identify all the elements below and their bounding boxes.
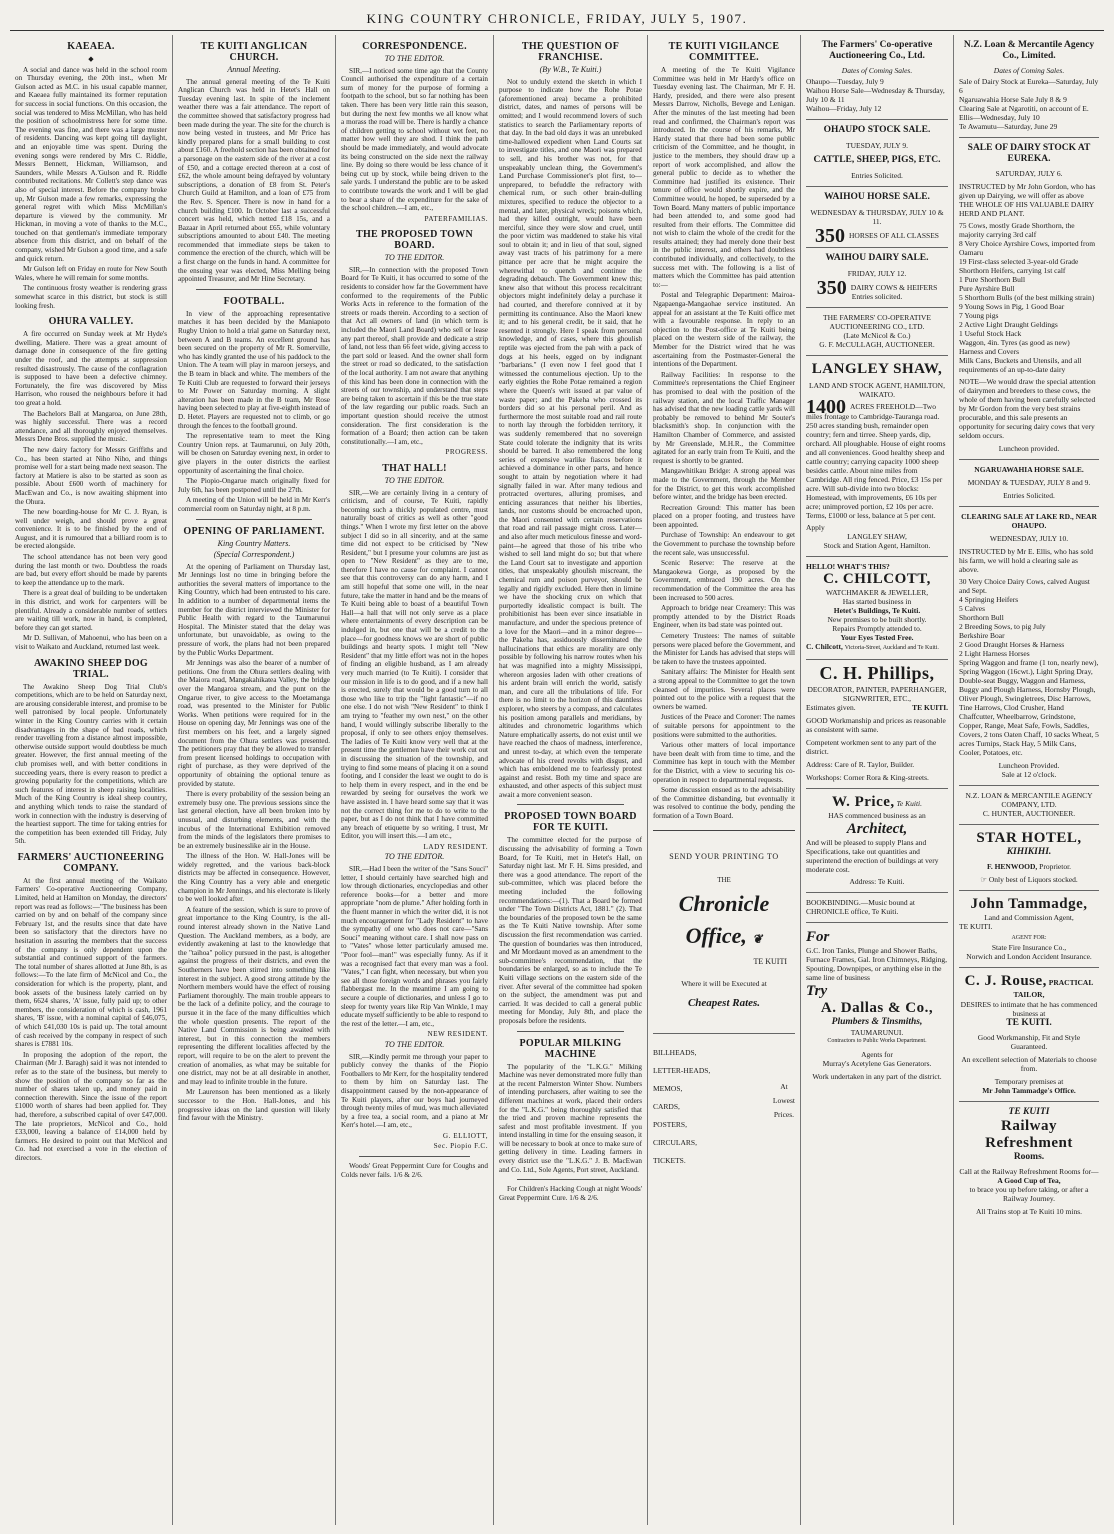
farmers-coop-ad bbox=[806, 35, 948, 120]
lot-item: Shorthorn Bull bbox=[959, 613, 1004, 622]
rouse-line5: Mr John Tammadge's Office. bbox=[982, 1085, 1076, 1095]
horse-sale: WAIHOU HORSE SALE. bbox=[824, 192, 930, 202]
column-4 bbox=[494, 35, 648, 1525]
vigilance-para: Approach to bridge near Creamery: This was promptly attended to by the District Roads Engineer, when its bad state was pointed out. bbox=[653, 604, 795, 630]
ad-lowest: Lowest bbox=[772, 1096, 795, 1106]
chil-name: C. CHILCOTT, bbox=[823, 571, 931, 588]
tam-name: John Tammadge, bbox=[970, 896, 1088, 912]
feather-icon: ❦ bbox=[752, 931, 763, 946]
vigilance-para: Cemetery Trustees: The names of suitable persons were placed before the Government, and the Minister for Lands has advised that steps will be taken to have the trustees appointed. bbox=[653, 632, 795, 666]
ohaupo-stock-ad bbox=[806, 120, 948, 187]
vigilance-para: Justices of the Peace and Coroner: The names of suitable persons for appointment to the positions were submitted to the authorities. bbox=[653, 713, 795, 739]
langley-title: LAND AND STOCK AGENT, HAMILTON, WAIKATO. bbox=[809, 381, 945, 400]
awakino-para: The Awakino Sheep Dog Trial Club's competitions, which are to be held on Saturday next, are arousing considerable interest, and promise to be well patronised by local people. Unfortunately winter in the King Country carries with it certain disadvantages in the shape of bad roads, which render travelling from a distance almost impossible, otherwise outside support would doubtless be much greater. However, the first annual meeting of the club promises well, and with better conditions in succeeding years, there is every reason to predict a growing popularity for the competitions, which are such features of interest in sheep raising localities. Much of the King Country is ideal sheep country, and anything which tends to raise the standard of work in connection with the industry is deserving of the heartiest support. The time for taking entries for the competition has been extended till Friday, July 5th. bbox=[15, 682, 167, 846]
vigilance-para: A meeting of the Te Kuiti Vigilance Committee was held in Mr Hardy's office on Tuesday evening last. The Chairman, Mr F. H. Hardy, presided, and there were also present Messrs Darrow, Nicholls, Bevege and Lenigan. After the minutes of the last meeting had been read and confirmed, the Chairman's report was introduced. In the course of his remarks, Mr Hardy stated that there had been some public criticism of the Committee, and he thought, in justice to the members, they should draw up a report of work accomplished, and allow the general public to decide as to whether the Committee had justified its existence. Their tenure of office would shortly expire, and the Committee would, he hoped, be superseded by a Town Board. Many matters of public importance had been attended to, and some good had resulted from their efforts. The Committee did not wish to claim the whole of the credit for the results attained; they had merely done their best in the public interest, and others had doubtless contributed individually, and collectively, to the success met with. The following is a list of matters which the Committee has paid attention to:— bbox=[653, 66, 795, 289]
nz-dates bbox=[959, 77, 1099, 131]
ohura-para: There is a great deal of building to be undertaken in this district, and work for carpenters will be plentiful. Already a considerable number of settlers are waiting till work, now in hand, is completed, before they can get started. bbox=[15, 589, 167, 632]
phil-town: TE KUITI. bbox=[912, 703, 948, 713]
correspondence-heading: CORRESPONDENCE. bbox=[362, 41, 467, 52]
farmers-para: At the first annual meeting of the Waikato Farmers' Co-operative Auctioneering Company, Limited, held at Hamilton on Monday, the directors' report was read as follows:—"The business has been carried on by and on behalf of the company since February 1st, and the results since that date have been so satisfactory that the directors have no hesitation in assuring the members that the success of the company is only dependent upon the substantial and continued support of the farmers. The total number of shares allotted at June 8th, is as follows:—To the late firm of McNicol and Co., the consideration for which is the property, plant, and book assets of the business lately carried on by them, 6624 shares, 'A' issue, fully paid up; to other members, the consideration of which is cash, 1961 shares, 'B' issue, with a nominal capital of £46,075, of which £41,030 10s is paid up. The total amount of cash received by the company in respect of such shares is £7881 10s. bbox=[15, 876, 167, 1049]
dallas-try: Try bbox=[806, 983, 828, 1000]
ohura-para: The new dairy factory for Messrs Griffiths and Co., has been started at Niho Niho, and things promise well for a start being made next season. The factory at Matiere is also to be started as soon as possible. About £600 worth of machinery for MacEwan and Co., is now awaiting shipment into the Ohura. bbox=[15, 445, 167, 506]
printing-items bbox=[653, 1044, 710, 1170]
lot-item: 5 Calves bbox=[959, 604, 986, 613]
book-line: BOOKBINDING.—Music bound at CHRONICLE office, Te Kuiti. bbox=[806, 898, 915, 917]
divider bbox=[196, 519, 312, 520]
dallas-contract: Contractors to Public Works Department. bbox=[827, 1038, 927, 1045]
farmers-heading: FARMERS' AUCTIONEERING COMPANY. bbox=[17, 851, 165, 874]
dairy-line: DAIRY COWS & HEIFERS bbox=[850, 282, 938, 292]
rouse-line3: An excellent selection of Materials to choose from. bbox=[961, 1054, 1097, 1073]
star-town: KIHIKIHI. bbox=[1006, 847, 1052, 857]
rail-rooms: Rooms. bbox=[1013, 1151, 1045, 1162]
sale-date-item: Ngaruawahia Horse Sale July 8 & 9 bbox=[959, 95, 1067, 104]
price-name: W. Price, bbox=[831, 794, 895, 811]
column-2 bbox=[173, 35, 336, 1525]
lot-item: 19 First-class selected 3-year-old Grade Shorthorn Heifers, carrying 1st calf bbox=[959, 257, 1079, 275]
rouse-line2: Good Workmanship, Fit and Style Guaranteed. bbox=[977, 1032, 1081, 1051]
clear-instr: INSTRUCTED by Mr E. Ellis, who has sold his farm, we will hold a clearing sale as above. bbox=[959, 547, 1093, 574]
sale-date-item: Clearing Sale at Ngarotiti, on account of E. Ellis—Wednesday, July 10 bbox=[959, 104, 1089, 122]
sale-date-item: Ohaupo—Tuesday, July 9 bbox=[806, 77, 884, 86]
price-line2: And will be pleased to supply Plans and Specifications, take out quantities and superintend the erection of buildings at very moderate cost. bbox=[806, 838, 939, 875]
football-para: A meeting of the Union will be held in Mr Kerr's commercial room on Saturday night, at 8 p.m. bbox=[178, 496, 330, 513]
horse-line: HORSES OF ALL CLASSES bbox=[849, 231, 939, 240]
letter-signature: PROGRESS. bbox=[445, 448, 488, 457]
eureka-sale-ad bbox=[959, 138, 1099, 460]
masthead bbox=[10, 8, 1104, 31]
langley-name: LANGLEY SHAW, bbox=[811, 361, 943, 378]
divider bbox=[517, 804, 624, 805]
that-hall-heading: THAT HALL! bbox=[382, 462, 447, 474]
lot-item: 1 Pure Shorthorn Bull bbox=[959, 275, 1026, 284]
rail-line3: to brace you up before taking, or after a Railway Journey. bbox=[969, 1184, 1089, 1203]
stock-date: TUESDAY, JULY 9. bbox=[846, 141, 908, 150]
lot-item: 75 Cows, mostly Grade Shorthorn, the majority carrying 3rd calf bbox=[959, 221, 1075, 239]
football-heading: FOOTBALL. bbox=[223, 295, 285, 307]
star-prop-row bbox=[959, 862, 1099, 871]
lot-item: 9 Young Sows in Pig, 1 Good Boar bbox=[959, 302, 1065, 311]
printing-item: CIRCULARS, bbox=[653, 1138, 697, 1148]
letter-para: SIR,—In connection with the proposed Town Board for Te Kuiti, it has occurred to some of the residents to consider how far the Government have conformed to the requirements of the Public Works Acts in reference to the formation of the streets or roads therein. According to a section of that Act all owners of land (in which term is included the Maori Land Board) who sell or lease any part thereof, shall provide and dedicate a strip of land, not less than 66 feet wide, giving access to the part sold or leased. And the owner shall form the street or road so dedicated, to the satisfaction of the local authority. I am not aware that anything of this kind has been done in connection with the streets of our township, and understand that steps are being taken to ascertain if this be the true state of the law regarding our public roads. Such an important question should receive the utmost consideration. The first consideration is the formation of a Board; then action can be taken constitutionally.—I am, etc., bbox=[341, 265, 488, 446]
printing-item: BILLHEADS, bbox=[653, 1048, 697, 1058]
langley-sig1: LANGLEY SHAW, bbox=[847, 532, 907, 542]
vigilance-para: Some discussion ensued as to the advisability of the Committee disbanding, but eventually it was resolved to continue the body, pending the formation of a Town Board. bbox=[653, 786, 795, 820]
to-editor-label: TO THE EDITOR. bbox=[384, 852, 445, 862]
nz-footer-1: N.Z. LOAN & MERCANTILE AGENCY COMPANY, LTD. bbox=[965, 791, 1093, 809]
rouse-line4: Temporary premises at bbox=[994, 1076, 1064, 1086]
divider bbox=[359, 1156, 470, 1157]
dallas-line: G.C. Iron Tanks, Plunge and Shower Baths, Furnace Frames, Gal. Iron Chimneys, Ridging, Spouting, Downpipes, or anything else in the same line of business bbox=[806, 946, 948, 983]
bookbinding-ad bbox=[806, 893, 948, 923]
ohura-para: The new boarding-house for Mr C. J. Ryan, is well under weigh, and should prove a great convenience. It is to be finished by the end of August, and it is rumoured that a billiard room is to be erected alongside. bbox=[15, 508, 167, 551]
children-cough-ad: For Children's Hacking Cough at night Woods' Great Peppermint Cure. 1/6 & 2/6. bbox=[499, 1185, 642, 1202]
column-6 bbox=[801, 35, 954, 1525]
franchise-heading: THE QUESTION OF FRANCHISE. bbox=[521, 41, 620, 63]
columns bbox=[10, 35, 1104, 1525]
ngar-date: MONDAY & TUESDAY, JULY 8 and 9. bbox=[967, 478, 1091, 487]
dallas-town: TAUMARUNUI. bbox=[850, 1028, 904, 1038]
letter-signature: NEW RESIDENT. bbox=[427, 1030, 488, 1039]
parliament-byline: (Special Correspondent.) bbox=[213, 550, 295, 560]
anglican-para: The annual general meeting of the Te Kuiti Anglican Church was held in Hetet's Hall on Tuesday evening last. In spite of the inclement weather there was a fair attendance. The report of the committee showed that satisfactory progress had been made during the year. The site for the church is now being vested in trustees, and Mr Price has kindly prepared plans for a small building to cost about £160. A freehold section has been obtained for a parsonage on the eastern side of the river at a cost of £50, and a cottage erected thereon at a cost of £62, the whole amount being defrayed by voluntary subscriptions, a donation of £8 from St. Peter's Church Guild at Hamilton, and a loan of £75 from the Rev. S. Spencer. There is now in hand for a church building £100. In October last a successful concert was held, which netted £18 15s, and a Bazaar in April returned about £65, while voluntary subscriptions amounted to about £40. The meeting recommended that immediate steps be taken to commence the erection of the church, which will be a first charge on the funds in hand. A committee for the ensuing year was elected, Miss Melling being appointed Treasurer, and Mr Hine Secretary. bbox=[178, 77, 330, 284]
awakino-heading: AWAKINO SHEEP DOG TRIAL. bbox=[33, 657, 148, 680]
printing-list bbox=[653, 1034, 795, 1170]
vigilance-para: Recreation Ground: This matter has been placed on a proper footing, and trustees have been appointed. bbox=[653, 503, 795, 529]
dallas-work: Work undertaken in any part of the district. bbox=[812, 1072, 942, 1082]
parliament-para: Mr Jennings was also the bearer of a number of petitions. One from the Ohura settlers dealing with the Maiora road, Mangakahikatea Valley, the bridge over the Mangaroa stream, and the punt on the Ongarue river, to give access to the Moetamanga road, was presented to the Minister for Public Works. When petitions were required for in the House on opening day, Mr Jennings was one of the first members on his feet, and a largely signed document from the Ohura settlers was presented. The petitioners pray that they be allowed to transfer from present licensed holdings to occupation with right of purchase, as they were deprived of the opportunity of obtaining the optional tenure as provided by statute. bbox=[178, 659, 330, 788]
langley-body bbox=[806, 396, 948, 521]
rouse-name: C. J. Rouse, bbox=[964, 973, 1047, 989]
railway-rooms-ad bbox=[959, 1102, 1099, 1222]
star-hotel-ad bbox=[959, 825, 1099, 891]
column-3 bbox=[336, 35, 494, 1525]
price-arch: Architect, bbox=[846, 821, 908, 838]
anglican-heading: TE KUITI ANGLICAN CHURCH. bbox=[200, 41, 308, 63]
letter-signature: PATERFAMILIAS. bbox=[424, 214, 488, 223]
town-board-para: The committee elected for the purpose of discussing the advisability of forming a Town Board, for Te Kuiti, met in Hetet's Hall, on Saturday night last. Mr F. H. Sims presided, and there was a good attendance. The report of the sub-committee, which was placed before the meeting included the following recommendations:—(1). That a Board be formed under "The Town Districts Act, 1881." (2). That the boundaries of the proposed town be the same as the Te Kuiti Native township. After some discussion the first recommendation was carried. The question of boundaries was then introduced, and Mr Mordaunt moved as an amendment to the sub-committee's recommendation, that the boundaries be enlarged, so as to include the Te Kuiti village sections on the eastern side of the river. After several of the committee had spoken on the subject, the amendment was put and carried. It was decided to call a general public meeting for Monday, July 8th, and place the proposals before the residents. bbox=[499, 836, 642, 1025]
rail-line1: Call at the Railway Refreshment Rooms for— bbox=[959, 1166, 1099, 1176]
ohura-heading: OHURA VALLEY. bbox=[48, 316, 134, 328]
dairy-sale: WAIHOU DAIRY SALE. bbox=[825, 252, 929, 263]
phil-line3: GOOD Workmanship and prices as reasonable as consistent with same. bbox=[806, 716, 946, 735]
eureka-items bbox=[959, 221, 1099, 374]
parliament-subheading: King Country Matters. bbox=[217, 538, 291, 548]
parliament-para: There is every probability of the session being an extremely busy one. The previous sessions since the last general election, have all been broken into by unusual, and disturbing elements, and with the incubus of the International Exhibition removed from the minds of the legislators there promises to be an extremely businesslike air in the House. bbox=[178, 790, 330, 850]
lot-item: 4 Springing Heifers bbox=[959, 595, 1019, 604]
phil-line2: Estimates given. bbox=[806, 703, 856, 713]
town-board-heading: PROPOSED TOWN BOARD FOR TE KUITI. bbox=[504, 811, 637, 834]
letter-para: SIR,—Had I been the writer of the "Sans Souci" letter, I should certainly have searched high and low through dictionaries, encyclopedias and other reference books—for a better and more appropriate "nom de plume." After holding forth in the fluent manner in which the writer did, it is not much encouragement for "Lady Resident" to have the sympathy of one who does not care—"Sans Souci" meaning without care. I shall now pass on to "Vates" whose letter particularly amused me. "Poor fool—man!" was especially funny. As if it was a recognised fact that every man was a fool. "Vates," I can fight, when necessary, but when you see all those foreign words and phrases you fairly flabbergast me. In the meantime I am going to secure a couple of dictionaries, and unless I go to sleep for twenty years like Rip Van Winkle, I may educate myself sufficiently to be able to respond to the rest of the letter.—I am, etc., bbox=[341, 865, 489, 1028]
sale-date-item: Te Awamutu—Saturday, June 29 bbox=[959, 122, 1058, 131]
town-board-letter-heading: THE PROPOSED TOWN BOARD. bbox=[356, 229, 473, 252]
ad-prices: Prices. bbox=[773, 1110, 795, 1120]
langley-shaw-ad bbox=[806, 356, 948, 557]
printing-item: TICKETS. bbox=[653, 1156, 686, 1166]
anglican-subheading: Annual Meeting. bbox=[227, 65, 281, 74]
rouse-trade: PRACTICAL TAILOR, bbox=[1013, 978, 1094, 999]
ad-send: SEND YOUR PRINTING TO bbox=[669, 852, 779, 862]
langley-text: ACRES FREEHOLD—Two miles frontage to Cambridge-Tauranga road. 250 acres standing bush, remainder open country; fern and tirree. Sheep yards, dip, orchard. All ploughable. House of eight rooms and all conveniences. Good healthy sheep and cattle country; carrying capacity 1000 sheep besides cattle. About nine miles from Cambridge. All ring fenced. Price, £3 15s per acre. Will sub-divide into two blocks: Homestead, with improvements, £6 10s per acre; unimproved portion, £2 10s per acre. Terms, £1000 or less, balance at 5 per cent. bbox=[806, 402, 946, 521]
letter-signature: LADY RESIDENT. bbox=[423, 842, 488, 851]
price-ad bbox=[806, 789, 948, 893]
stock-sale: OHAUPO STOCK SALE. bbox=[823, 125, 931, 135]
eureka-heading: SALE OF DAIRY STOCK AT EUREKA. bbox=[967, 143, 1091, 164]
ngaruawahia-ad bbox=[959, 460, 1099, 507]
waihou-horse-ad bbox=[806, 187, 948, 248]
kaeaea-heading: KAEAEA. bbox=[67, 41, 115, 52]
divider bbox=[517, 1179, 624, 1180]
chilcott-ad bbox=[806, 557, 948, 660]
sale-date-item: Waihou—Friday, July 12 bbox=[806, 104, 882, 113]
tam-agent: AGENT FOR: bbox=[1011, 935, 1047, 941]
lot-item: 1 Useful Stock Hack bbox=[959, 329, 1022, 338]
tam-line2: State Fire Insurance Co., bbox=[991, 943, 1067, 952]
ohura-para: Mr D. Sullivan, of Mahoenui, who has been on a visit to Waikato and Auckland, returned last week. bbox=[15, 634, 167, 651]
phil-line6: Workshops: Corner Rora & King-streets. bbox=[806, 773, 929, 783]
letter-signature: Sec. Piopio F.C. bbox=[433, 1142, 488, 1151]
divider bbox=[196, 289, 312, 290]
letter-para: SIR,—We are certainly living in a century of criticism, and of course, Te Kuiti, rapidly becoming such a thickly populated centre, must naturally boast of critics as well as other "good things." When I wrote my first letter on the above subject I did so in all sincerity, and at the same time did not expect to be criticised by "New Resident," but I presume your columns are just as open to "New Resident" as they are to me, therefore I have no cause for complaint. I cannot see that this controversy can do any harm, and I am still hopeful that some one will, in the near future, take the matter in hand and be the means of Te Kuiti being able to boast of a beautiful Town Hall—a hall that will not only serve as a place where entertainments of every description can be indulged in, but one that will be a credit to the place—for goodness knows we are short of public buildings and hearty spots. I might tell "New Resident" that my little effort was not in the hopes of finding an eligible husband, as I am already very much married (to Te Kuiti). I consider that our mission in life is to do good, and if a new hall is erected, surely that would be a good turn to all those who like to trip the "light fantastic"—if no one else. I do not wish "New Resident" to think I am trying to "feather my own nest," on the other hand, I would willingly subscribe liberally to the proposal, if only to see others enjoy themselves. The ladies of Te Kuiti know very well that at the present time the gentlemen have their work cut out in discussing the situation of the township, and trying to find some means of placing it on a sound footing, and I consider the least we ought to do is to help them in every respect, and in the end be rewarded by seeing for ourselves the work we have assisted in. I have heard some say that it was not the correct thing for me to do to write to the paper, but as I do not think that I have committed any breach of etiquette by so writing, I trust, Mr Editor, you will insert this.—I am etc., bbox=[341, 488, 488, 841]
kaeaea-para: The continuous frosty weather is rendering grass somewhat scarce in this district, but stock is still looking fresh. bbox=[15, 284, 167, 310]
eureka-date: SATURDAY, JULY 6. bbox=[995, 169, 1063, 178]
phillips-ad bbox=[806, 660, 948, 789]
to-editor-label: TO THE EDITOR. bbox=[384, 253, 445, 263]
horse-line-row bbox=[806, 225, 948, 248]
phil-line5: Address: Care of R. Taylor, Builder. bbox=[806, 760, 915, 770]
lot-item: Pure Ayrshire Bull bbox=[959, 284, 1015, 293]
farmers-para: In proposing the adoption of the report, the Chairman (Mr J. Baragh) said it was not intended to refer as to the state of the business, but merely to show the position of the company so far as the number of shares taken up, and money paid in connection therewith. Since the issue of the report £1000 worth of shares had been applied for. They had, therefore, a subscribed capital of over £47,000. The late proprietors, McNicol and Co., hold £33,000, leaving a balance of £14,000 held by farmers. He desired to point out that McNicol and Co. had not exercised a vote in the election of directors. bbox=[15, 1050, 167, 1162]
football-para: In view of the approaching representative matches it has been decided by the Maniapoto Rugby Union to hold a trial game on Saturday next, between A and B teams. An excellent ground has been secured on the property of Mr R. Somerville, who has kindly granted the use of his paddock to the Union. The A team will play in maroon jerseys, and the B team in black and white. The members of the Te Kuiti Club are requested to forward their jerseys to Mr Power on Saturday morning. A slight alteration has been made in the B team, Mr Rose having been selected to play at five-eighth instead of D. Hetet. Players are requested not to climb, or go through the fences to the football ground. bbox=[178, 309, 330, 430]
chil-line1: Has started business in bbox=[842, 597, 912, 607]
chil-line4: Repairs Promptly attended to. bbox=[832, 624, 922, 634]
phil-line4: Competent workmen sent to any part of the district. bbox=[806, 738, 937, 757]
ad-chronicle: Chronicle bbox=[678, 890, 770, 916]
vigilance-para: Mangawhitikau Bridge: A strong appeal was made to the Government, through the Member for the District, to get this work accomplished before winter, and the bridge has been erected. bbox=[653, 467, 795, 502]
ad-town: TE KUITI bbox=[753, 956, 787, 966]
ad-the: THE bbox=[717, 876, 731, 885]
vigilance-para: Purchase of Township: An endeavour to get the Government to purchase the township before the recent sale, was unsuccessful. bbox=[653, 531, 795, 557]
horse-count: 350 bbox=[815, 225, 846, 248]
chil-line2: Hetet's Buildings, Te Kuiti. bbox=[833, 606, 921, 616]
to-editor-label: TO THE EDITOR. bbox=[384, 1039, 445, 1049]
fc-footer-1: THE FARMERS' CO-OPERATIVE AUCTIONEERING CO., LTD. bbox=[823, 313, 931, 332]
vigilance-para: Postal and Telegraphic Department: Mairoa-Ngapaenga-Mangaohae service instituted. An appeal for an assistant at the Te Kuiti office met with a favourable response. In reply to an objection to the Post-office at Te Kuiti being placed on the western side of the railway, the Member for the District wired that he was ascertaining from the Postmaster-General the intentions of the Department. bbox=[653, 291, 795, 369]
chil-sig: C. Chilcott, bbox=[806, 642, 843, 652]
nz-footer bbox=[959, 786, 1099, 825]
chil-hello: HELLO! WHAT'S THIS? bbox=[806, 562, 890, 572]
parliament-para: The illness of the Hon. W. Hall-Jones will be widely regretted, and the various back-block districts may be affected in consequence. However, the King Country has a very able and energetic champion in Mr Jennings, and his electorate is likely to be well looked after. bbox=[178, 852, 330, 904]
chil-line5: Your Eyes Tested Free. bbox=[840, 633, 914, 643]
clear-time: Sale at 12 o'clock. bbox=[1001, 770, 1057, 779]
printing-item: CARDS, bbox=[653, 1102, 680, 1112]
lot-item: Milk Cans, Buckets and Utensils, and all requirements of an up-to-date dairy bbox=[959, 356, 1082, 374]
tam-town: TE KUITI. bbox=[959, 922, 993, 931]
chil-line3: New premises to be built shortly. bbox=[827, 615, 927, 625]
printing-item: MEMOS, bbox=[653, 1084, 683, 1094]
parliament-para: Mr Laurenson has been mentioned as a likely successor to the Hon. Hall-Jones, and his progressive ideas on the land question will likely find favour with the Ministry. bbox=[178, 1088, 330, 1123]
dallas-agents: Agents for bbox=[861, 1050, 893, 1060]
kaeaea-para: A social and dance was held in the school room on Thursday evening, the 20th inst., when Mr Gulson acted as M.C. in his usual capable manner, and Kaeaea fully maintained its former reputation for success in social functions. On this occasion, the social was tendered to Miss McMillan, who has held the position of schoolmistress here for some time. The evening was fine, and there was a large muster of residents. Dancing was kept going till daylight, and an enjoyable time was spent. During the evening songs were rendered by Mrs C. Riddle, Messrs Bennett, Hickman, Williamson, and Saunders, while Messrs A.'Gulson and R. Riddle contributed recitations. Mr Collett's step dance was also of special interest. Before the company broke up, Mr Gulson made a few remarks, expressing the general regret with which Miss McMillan's departure is viewed by the community. Mr Hickman, in moving a vote of thanks to the M.C., touched on that gentleman's immediate temporary absence from this district, and on behalf of the company, wished Mr Gulson a good time, and a safe and quick return. bbox=[15, 65, 167, 263]
rail-head: TE KUITI bbox=[1008, 1106, 1050, 1117]
lot-item: 2 Breeding Sows, to pig July bbox=[959, 622, 1046, 631]
lot-item: 2 Good Draught Horses & Harness bbox=[959, 640, 1065, 649]
lot-item: 5 Shorthorn Bulls (of the best milking strain) bbox=[959, 293, 1095, 302]
fc-footer-3: G. F. McCULLAGH, AUCTIONEER. bbox=[819, 340, 935, 350]
dallas-ad bbox=[806, 923, 948, 1087]
ad-at: At bbox=[780, 1082, 788, 1092]
stock-line: CATTLE, SHEEP, PIGS, ETC. bbox=[813, 155, 941, 165]
price-name-row bbox=[806, 794, 948, 811]
tam-line3: Norwich and London Accident Insurance. bbox=[966, 952, 1092, 961]
ohura-para: A fire occurred on Sunday week at Mr Hyde's dwelling, Matiere. There was a great amount of damage done in consequence of the fire getting under the roof, and the attempts at suppression resulted disastrously. The cause of the conflagration is supposed to have been a defective chimney. Fortunately, the fire was discovered by Miss Harrison, who roused the neighbours before it had too great a hold. bbox=[15, 330, 167, 407]
vigilance-heading: TE KUITI VIGILANCE COMMITTEE. bbox=[668, 41, 780, 63]
lot-item: 7 Young pigs bbox=[959, 311, 999, 320]
column-5 bbox=[648, 35, 801, 1525]
dairy-entries: Entries solicited. bbox=[851, 292, 903, 302]
letter-para: SIR,—I noticed some time ago that the County Council authorised the expenditure of a certain sum of money for the purpose of forming a footpath to the school, but so far nothing has been taken. There has been very little rain this season, but during the next few months we all know what a morass the road will be. There is hardly a chance of children getting to school without wet feet, no matter how well they are shod. I think the path should be made immediately, and would advocate its being constructed on the side next the railway line. By doing so there would be less chance of it being cut up by stock, while being driven to the sale yards. I understand the public are to be asked to contribute towards the work and I will be glad to bear a share of the expenditure for the sake of the school children.—I am, etc., bbox=[341, 66, 488, 213]
dallas-trade: Plumbers & Tinsmiths, bbox=[831, 1017, 923, 1028]
dallas-name: A. Dallas & Co., bbox=[820, 1000, 934, 1017]
letter-signature: G. ELLIOTT, bbox=[442, 1131, 488, 1140]
ornament-icon: ◆ bbox=[88, 55, 94, 63]
sale-date-item: Waihou Horse Sale—Wednesday & Thursday, July 10 & 11 bbox=[806, 86, 945, 104]
printing-item: LETTER-HEADS, bbox=[653, 1066, 711, 1076]
pointing-hand-icon: ☞ bbox=[980, 875, 987, 884]
masthead-title: KING COUNTRY CHRONICLE, FRIDAY, JULY 5, 1907. bbox=[366, 11, 748, 26]
peppermint-ad: Woods' Great Peppermint Cure for Coughs and Colds never fails. 1/6 & 2/6. bbox=[341, 1162, 488, 1179]
langley-sig2: Stock and Station Agent, Hamilton. bbox=[823, 541, 931, 551]
lot-item: Harness and Covers bbox=[959, 347, 1019, 356]
horse-date: WEDNESDAY & THURSDAY, JULY 10 & 11. bbox=[810, 208, 944, 226]
langley-apply: Apply bbox=[806, 523, 825, 533]
rouse-name-row bbox=[959, 973, 1099, 1000]
ngar-heading: NGARUAWAHIA HORSE SALE. bbox=[974, 465, 1084, 474]
franchise-byline: (By W.B., Te Kuiti.) bbox=[539, 65, 602, 74]
dallas-for: For bbox=[806, 929, 830, 946]
ad-where: Where it will be Executed at bbox=[681, 979, 767, 989]
ohura-para: The Bachelors Ball at Mangaroa, on June 28th, was highly successful. There was a record attendance, and all thoroughly enjoyed themselves. Messrs Dene Bros. supplied the music. bbox=[15, 409, 167, 444]
ohura-para: The school attendance has not been very good during the last month or two. Doubtless the roads are bad, but every effort should be made by parents to keep the attendance up to the mark. bbox=[15, 553, 167, 587]
clear-heading: CLEARING SALE AT LAKE RD., NEAR OHAUPO. bbox=[961, 512, 1097, 530]
to-editor-label: TO THE EDITOR. bbox=[384, 54, 445, 63]
fc-footer-2: (Late McNicol & Co.) bbox=[843, 331, 911, 341]
nz-dates-heading: Dates of Coming Sales. bbox=[993, 66, 1065, 75]
column-7 bbox=[954, 35, 1104, 1525]
star-name: STAR HOTEL, bbox=[976, 830, 1082, 846]
eureka-note: NOTE—We would draw the special attention of dairymen and breeders to these cows, the whole of them having been carefully selected by Mr Gordon from the very best strains procurable, and this sale presents an opportunity for securing dairy cows that very seldom occurs. bbox=[959, 377, 1096, 440]
nz-loan-ad bbox=[959, 35, 1099, 138]
stock-entries: Entries Solicited. bbox=[851, 171, 903, 180]
parliament-heading: OPENING OF PARLIAMENT. bbox=[183, 525, 325, 537]
star-prop2: Proprietor. bbox=[1039, 862, 1072, 871]
rail-line4: All Trains stop at Te Kuiti 10 mins. bbox=[975, 1206, 1082, 1216]
rouse-ad bbox=[959, 968, 1099, 1102]
football-para: The Piopio-Ongarue match originally fixed for July 6th, has been postponed until the 27th. bbox=[178, 477, 330, 494]
chil-trade: WATCHMAKER & JEWELLER, bbox=[825, 588, 929, 598]
letter-para: SIR,—Kindly permit me through your paper to publicly convey the thanks of the Piopio Footballers to Mr Kerr, for the hospitality tendered to them by him on Saturday last. The disappointment caused by the non-appearance of Te Kuiti players, after our boys had journeyed through twenty miles of mud, was much alleviated by a free tea, a social room, and a piano at Mr Kerr's hotel.—I am, etc., bbox=[341, 1052, 488, 1130]
price-town: Te Kuiti. bbox=[896, 799, 923, 809]
dairy-count: 350 bbox=[816, 276, 847, 299]
football-para: The representative team to meet the King Country Union reps. at Taumarunui, on July 20th, will be chosen on Saturday evening next, in order to give players in the outer districts the earliest opportunity of ascertaining the final choice. bbox=[178, 432, 330, 475]
clear-date: WEDNESDAY, JULY 10. bbox=[989, 534, 1069, 543]
tammadge-ad bbox=[959, 891, 1099, 968]
fc-footer bbox=[806, 308, 948, 356]
eureka-instr: INSTRUCTED by Mr John Gordon, who has given up Dairying, we will offer as above THE WHOLE OF HIS VALUABLE DAIRY HERD AND PLANT. bbox=[959, 182, 1096, 218]
lot-item: Spring Waggon and frame (1 ton, nearly new), Spring Waggon (16cwt.), Light Spring Dray, Double-seat Buggy, Waggon and Harness, Buggy and Plough Harness, Hornsby Plough, Oliver Plough, Swingletrees, Disc Harrows, Tine Harrows, Clod Crusher, Hand Chaffcutter, Wheelbarrow, Grindstone, Copper, Range, Meat Safe, Fowls, Saddles, Covers, 2 tons Oaten Chaff, 10 sacks Wheat, 5 acres Turnips, Stack Hay, 5 Milk Cans, Cooler, Potatoes, etc. bbox=[959, 658, 1099, 757]
ad-office bbox=[653, 923, 795, 952]
column-1 bbox=[10, 35, 173, 1525]
clear-lunch: Luncheon Provided. bbox=[998, 761, 1060, 770]
nz-heading: N.Z. Loan & Mercantile Agency Co., Limited. bbox=[963, 40, 1095, 61]
to-editor-label: TO THE EDITOR. bbox=[384, 475, 445, 485]
star-prop: F. HENWOOD, bbox=[986, 862, 1038, 871]
chronicle-office-ad bbox=[653, 831, 795, 1007]
milking-para: The popularity of the "L.K.G." Milking Machine was never demonstrated more fully than at the recent Palmerston Winter Show. Numbers of intending purchasers, after waiting to see the different machines at work, placed their orders for the "L.K.G." being thoroughly satisfied that the tried and proven machine represents the safest and most profitable investment. If you intend installing in time for the ensuing season, it will be necessary to book at once to make sure of getting delivery in time. Leading farmers in every district use the "L.K.G." J. B. MacEwan and Co. Ltd., Sole Agents, Port street, Auckland. bbox=[499, 1062, 642, 1174]
fc-dates-heading: Dates of Coming Sales. bbox=[841, 66, 913, 75]
kaeaea-para: Mr Gulson left on Friday en route for New South Wales, where he will remain for some months. bbox=[15, 265, 167, 282]
chil-addr: Victoria-Street, Auckland and Te Kuiti. bbox=[844, 645, 939, 652]
chil-sig-row bbox=[806, 642, 948, 653]
rail-name: Railway Refreshment bbox=[985, 1117, 1073, 1151]
milking-heading: POPULAR MILKING MACHINE bbox=[519, 1037, 622, 1060]
price-addr-row bbox=[806, 877, 948, 886]
lowest-prices bbox=[773, 1044, 795, 1170]
sale-date-item: Sale of Dairy Stock at Eureka—Saturday, July 6 bbox=[959, 77, 1099, 95]
eureka-lunch: Luncheon provided. bbox=[998, 444, 1060, 453]
price-addr: Address: bbox=[849, 877, 877, 887]
dallas-murray: Murray's Acetylene Gas Generators. bbox=[822, 1059, 932, 1069]
clear-items bbox=[959, 577, 1099, 757]
lot-item: 2 Active Light Draught Geldings bbox=[959, 320, 1058, 329]
price-addr2: Te Kuiti. bbox=[877, 877, 905, 887]
lot-item: Berkshire Boar bbox=[959, 631, 1005, 640]
parliament-para: A feature of the session, which is sure to prove of great importance to the King Country, is the all-round interest already shown in the Native Land Question. The Auckland members, as a body, are evidently awakening at last to the knowledge that the "taihoa" policy pursued in the past, is altogether against the progress of their districts, and even the Southerners have been stirred into something like interest in the subject. A good strong attitude by the Northern members would have the effect of rousing Parliament thoroughly. The main trouble appears to be the lack of a definite policy, and the courage to pursue it in the face of the many difficulties which the whole question presents. The report of the Native Land Commission is being awaited with interest, but in this connection the members representing the different localities affected by the report, will require to be on the alert to prevent the creation of anomalies, as what may be suitable for one district, may not be at all desirable in another, and may lead to infinite trouble in the future. bbox=[178, 905, 330, 1086]
tam-line1: Land and Commission Agent, bbox=[984, 913, 1074, 922]
parliament-para: At the opening of Parliament on Thursday last, Mr Jennings lost no time in bringing before the authorities the several matters of importance to the King Country, which had been entrusted to his care. In addition to a number of departmental items the member for the district interviewed the Minister for Public Health with regard to the Taumarunui Hospital. The Minister stated that the delay was unfortunate, but unavoidable, as owing to the pressure of work, the plans had not been prepared by the Public Works Department. bbox=[178, 562, 330, 657]
ad-cheapest: Cheapest Rates. bbox=[687, 996, 761, 1009]
dairy-date: FRIDAY, JULY 12. bbox=[847, 268, 907, 278]
star-line: Only best of Liquors stocked. bbox=[988, 875, 1078, 884]
price-line1: HAS commenced business as an bbox=[828, 811, 926, 821]
phil-estimates-row bbox=[806, 703, 948, 712]
rail-line2: A Good Cup of Tea, bbox=[997, 1175, 1061, 1185]
lot-item: Waggon, 4in. Tyres (as good as new) bbox=[959, 338, 1070, 347]
langley-acres: 1400 bbox=[806, 396, 846, 419]
vigilance-para: Various other matters of local importance have been dealt with from time to time, and the Committee has kept in touch with the Member for the District, with a view to securing his co-operation in respect to departmental requests. bbox=[653, 741, 795, 784]
star-line-row bbox=[959, 875, 1099, 884]
clearing-sale-ad bbox=[959, 507, 1099, 786]
printing-item: POSTERS, bbox=[653, 1120, 687, 1130]
phil-line1: DECORATOR, PAINTER, PAPERHANGER, SIGNWRITER, ETC., bbox=[807, 685, 947, 704]
lot-item: 2 Light Harness Horses bbox=[959, 649, 1030, 658]
lot-item: 8 Very Choice Ayrshire Cows, imported from Oamaru bbox=[959, 239, 1096, 257]
divider bbox=[517, 1031, 624, 1032]
vigilance-para: Sanitary affairs: The Minister for Health sent a strong appeal to the Committee to get the town cleansed of impurities. Several places were pointed out to the police with a request that the owners be warned. bbox=[653, 668, 795, 711]
fc-heading: The Farmers' Co-operative Auctioneering Co., Ltd. bbox=[821, 40, 933, 61]
fc-dates bbox=[806, 77, 948, 113]
vigilance-para: Railway Facilities: In response to the Committee's representations the Chief Engineer has promised to deal with the position of the railway station, and the local Traffic Manager has advised that the new loading cattle yards will probably be removed to behind Mr Souter's blacksmith's shop. In conjunction with the Hamilton Chamber of Commerce, and assisted by Mr Greenslade, M.H.R., the Committee agitated for an early train from Te Kuiti, and the request is shortly to be granted. bbox=[653, 370, 795, 465]
vigilance-para: Scenic Reserve: The reserve at the Mangaokewa Gorge, as proposed by the Government, embraced 190 acres. On the recommendation of the Committee the area has been increased to 500 acres. bbox=[653, 559, 795, 602]
ngar-entries: Entries Solicited. bbox=[1003, 491, 1055, 500]
phil-name: C. H. Phillips, bbox=[819, 663, 935, 684]
franchise-para: Not to unduly extend the sketch in which I purpose to indicate how the Rohe Potae (aforementioned area) became a prohibited district, dates, and names of persons will be omitted; and I would recommend lovers of such statistics to search the Parliamentary reports of that day. In the bad old days it was an unrebuked time-hallowed expedient when Land Courts sat to investigate titles, and one Maori was prepared to sell, and his brother was not, for that unspeakably unclean thing, the Government's Land Purchase Commissioner's plot first, to—unprepared, to befuddle the refractory with chemical rum, or such other brain-dulling mixtures, specified to reduce the objector to a mental, and later, physical wreck; poisons which, had they killed outright, would have been merciful, since they were slow and cruel, until the poor victim was maddened to stake his vital soul to obtain it; and in lieu of that soul, signed away vast tracts of his patrimony for a mere pittance per acre that he might acquire the wherewithal to quench and continue the degrading debauch. The Government knew this; knew also that without this process recalcitrant objectors might indefinitely delay a purchase it had courted, and therefore connived at it by permitting its continuance. Also the Maori knew it; and to his general credit, be it said, that he resented it strongly. Here I speak from personal knowledge, and of cases, where this ghoulish reptile was ejected from the pah with a pack of dogs at his heels, egged on by indignant "barbarians." (I even now I feel good that I witnessed the contumelious ejection. Up to the early eighties the Rohe Potae remained a region where the Queen's writ issued at par value of waste paper; and the Pakeha who crossed its borders did so at his personal peril. And as furthermore the most suitable road and rail route to north lay through the forbidden territory, it was suddenly remembered that no sovereign State could tolerate the indignity that its writs should be barred. It also remembered the long series of expensive warlike fiascos before it achieved a dominance in other parts, and hence sought to attain by negotiation where it had signally failed in war. After many tedious and protracted overtures, alluring promises, and enticing assurances that neither his liberties, lands, nor customs should be encroached upon, the Maori consented with certain reservations that road and rail passage might cross. Later—and also after much meticulous finesse and word-paint—he agreed that those of his tribe who wished to sell land might do so; but that where the Land Court sat to investigate and apportion titles, that unspeakably ghoulish miscreant, the chemical rum and poison purveyor, should be legally and rigidly excluded. Here then in limine we have the shocking crux on which that purportedly idealistic compact is built. The prohibitionist has been ever since insatiable in manufacture, and under the specious pretence of a love for the Maori—and in a minor degree—the Pakeha has, assiduously disseminated the hallucinations that ethics are morality are only possible by following his narrow routes when his hat was magnified into a mighty Mississippi, whereon argosies laden with other creations of his ardent brain will enrich the world, satisfy man, and cure all the tribulations of life. For there is no limit to the horizon of this dauntless explorer, who steers by a compass, and calculates his position among parallels and meridians, by altitudes and chronometric logarithms which Nature emphatically asserts, do not exist until we have reached the chaos of madness, interference, and unrest to-day, at which even the temperate advocate of his creed revolts with disgust, and which has emboldened me to fearlessly protest against and resist. Both my time and space are exhausted, and other aspects of this subject must await a more convenient season. bbox=[499, 77, 642, 799]
rouse-town: TE KUITI. bbox=[1006, 1017, 1052, 1028]
waihou-dairy-ad bbox=[806, 248, 948, 309]
nz-footer-2: C. HUNTER, AUCTIONEER. bbox=[982, 809, 1076, 818]
ad-office-text: Office, bbox=[685, 922, 747, 948]
rouse-line1: DESIRES to intimate that he has commenced business at bbox=[960, 999, 1098, 1018]
lot-item: 30 Very Choice Dairy Cows, calved August and Sept. bbox=[959, 577, 1090, 595]
